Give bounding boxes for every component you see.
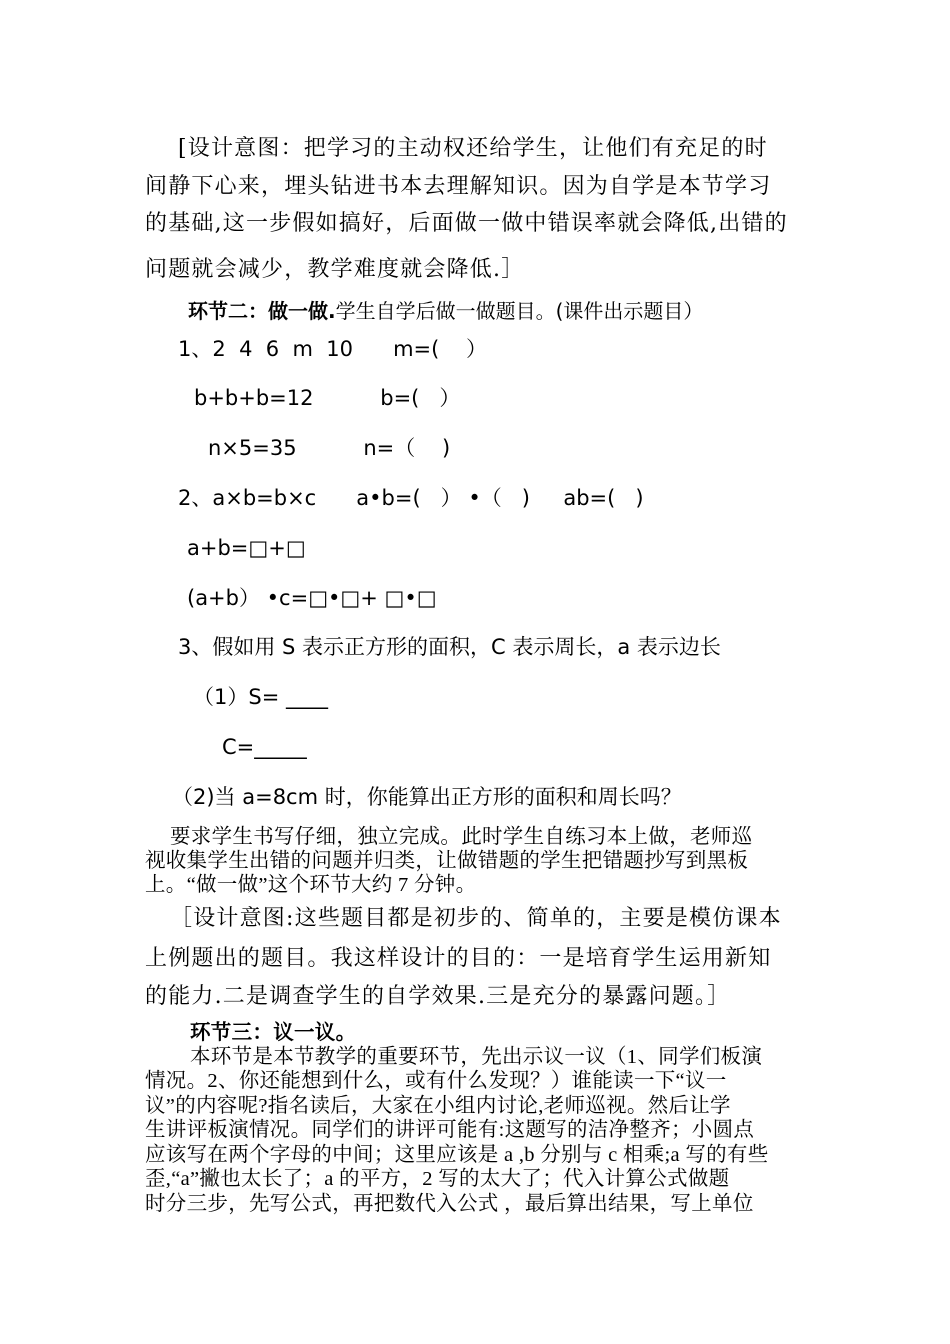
design-intent-1-line-3: 的基础,这一步假如搞好，后面做一做中错误率就会降低,出错的: [145, 211, 788, 236]
section3-para-line-5: 应该写在两个字母的中间；这里应该是 a ,b 分别与 c 相乘;a 写的有些: [145, 1144, 769, 1166]
exercise-3b: （1）S= ____: [193, 685, 328, 709]
exercise-2a: 2、a×b=b×c a•b=( ） •（ ) ab=( ): [178, 486, 644, 510]
section3-para-line-7: 时分三步，先写公式，再把数代入公式 ，最后算出结果，写上单位: [145, 1193, 754, 1215]
exercise-2c: (a+b） •c=□•□+ □•□: [187, 586, 437, 610]
exercise-1b: b+b+b=12 b=( ）: [194, 386, 461, 410]
exercise-3c: C=_____: [222, 735, 307, 759]
section3-para-line-2: 情况。2、你还能想到什么，或有什么发现？）谁能读一下“议一: [145, 1070, 727, 1092]
design-intent-1-line-4: 问题就会减少，教学难度就会降低.］: [145, 257, 525, 282]
exercise-2b: a+b=□+□: [187, 536, 306, 560]
exercise-1c: n×5=35 n=（ ): [208, 436, 451, 460]
section3-para-line-4: 生讲评板演情况。同学们的讲评可能有:这题写的洁净整齐；小圆点: [145, 1119, 755, 1141]
section3-para-line-3: 议”的内容呢?指名读后，大家在小组内讨论,老师巡视。然后让学: [145, 1095, 731, 1117]
design-intent-1-line-1: [设计意图：把学习的主动权还给学生，让他们有充足的时: [178, 136, 768, 161]
section3-para-line-6: 歪,“a”撇也太长了；a 的平方，2 写的太大了；代入计算公式做题: [145, 1168, 730, 1190]
section2-heading: [188, 297, 703, 325]
design-intent-2-line-1: ［设计意图:这些题目都是初步的、简单的，主要是模仿课本: [170, 906, 782, 931]
section2-title: 环节二：做一做.: [188, 299, 336, 323]
exercise-3a: 3、假如用 S 表示正方形的面积，C 表示周长，a 表示边长: [178, 635, 721, 659]
exercise-1a: 1、2 4 6 m 10 m=( ）: [178, 337, 488, 361]
section3-title: 环节三：议一议。: [190, 1022, 357, 1044]
requirement-line-3: 上。“做一做”这个环节大约 7 分钟。: [145, 874, 477, 896]
exercise-3d: （2)当 a=8cm 时，你能算出正方形的面积和周长吗？: [172, 785, 682, 809]
requirement-line-2: 视收集学生出错的问题并归类，让做错题的学生把错题抄写到黑板: [145, 850, 749, 872]
section3-para-line-1: 本环节是本节教学的重要环节，先出示议一议（1、同学们板演: [190, 1046, 763, 1068]
design-intent-2-line-2: 上例题出的题目。我这样设计的目的：一是培育学生运用新知: [145, 946, 772, 971]
design-intent-1-line-2: 间静下心来，埋头钻进书本去理解知识。因为自学是本节学习: [145, 174, 772, 199]
section2-rest: 学生自学后做一做题目。(课件出示题目）: [335, 299, 704, 323]
requirement-line-1: 要求学生书写仔细，独立完成。此时学生自练习本上做，老师巡: [170, 826, 753, 848]
design-intent-2-line-3: 的能力.二是调查学生的自学效果.三是充分的暴露问题。］: [145, 984, 731, 1009]
